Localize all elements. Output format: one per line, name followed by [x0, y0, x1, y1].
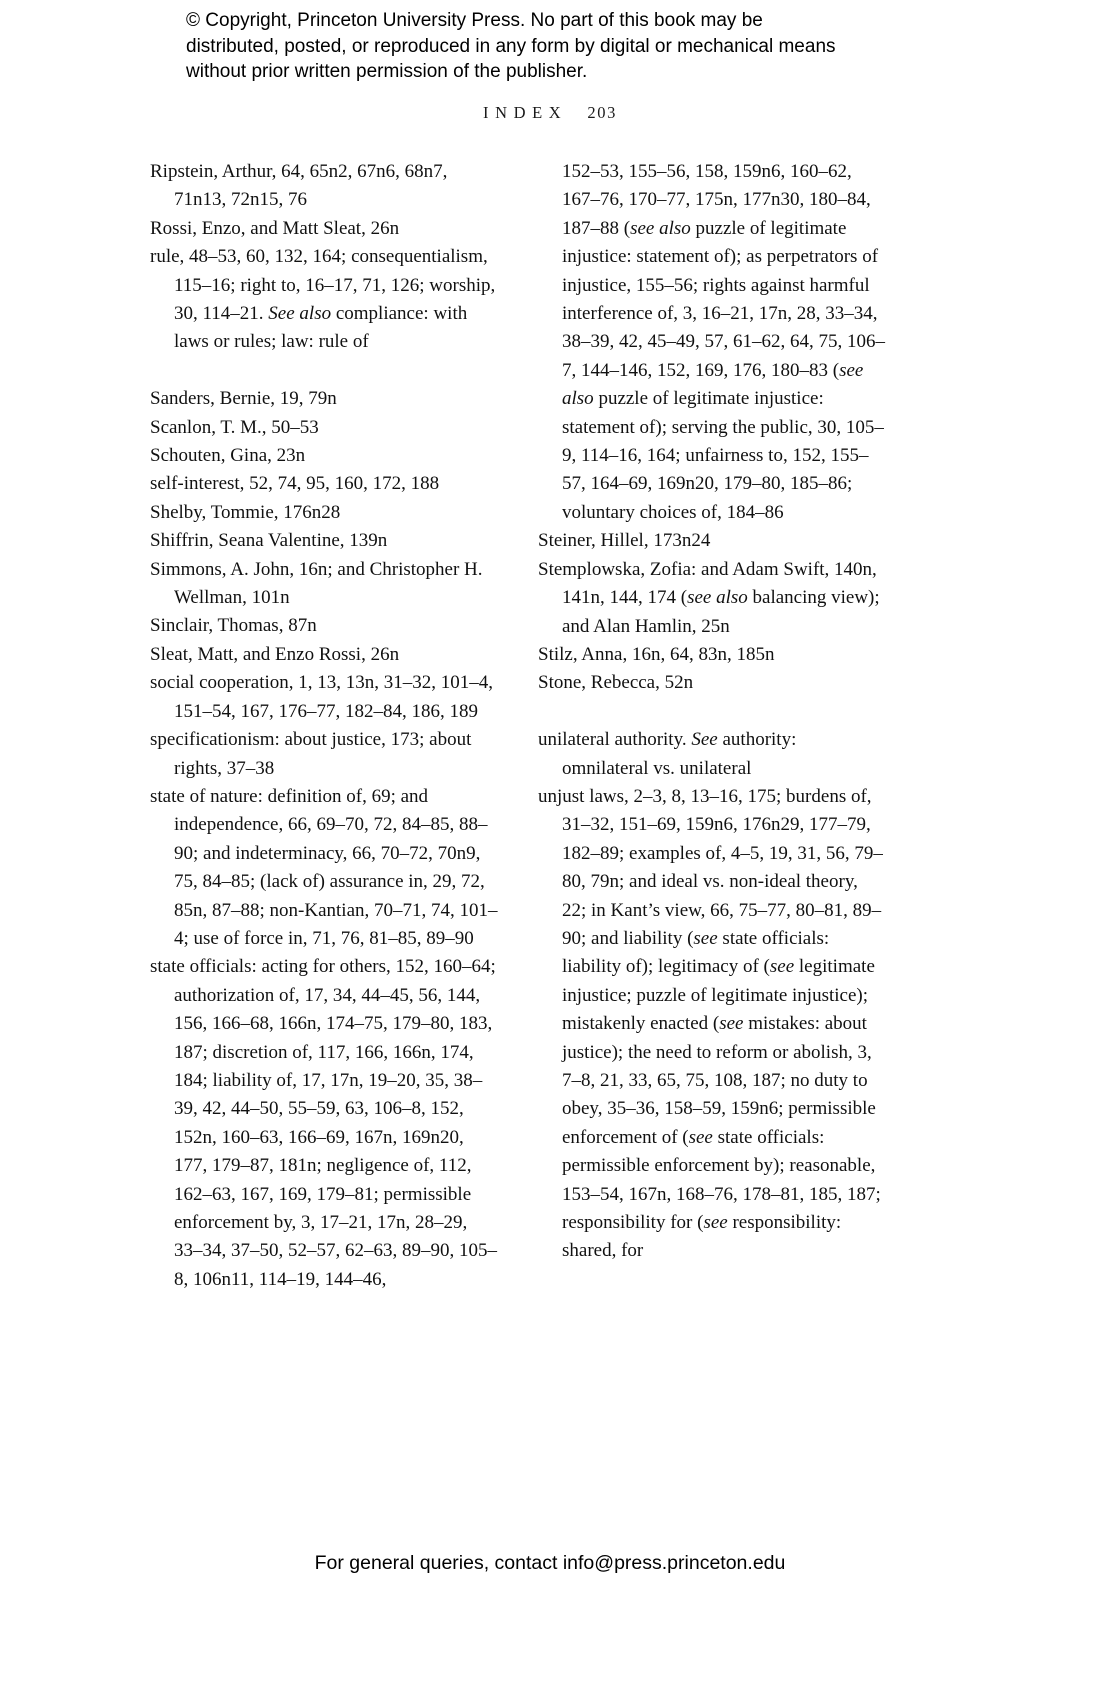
index-entry: specificationism: about justice, 173; about rights, 37–38 [150, 729, 472, 779]
index-entry: Stilz, Anna, 16n, 64, 83n, 185n [538, 643, 775, 665]
index-entry: 152–53, 155–56, 158, 159n6, 160–62, 167–76, 170–77, 175n, 177n30, 180–84, 187–88 (see also puzzle of legitimate injustice: statement of); as perpetrators of injustice, 155–56; rights against harmful interference of, 3, 16–21, 17n, 28, 33–34, 38–39, 42, 45–49, 57, 61–62, 64, 75, 106–7, 144–146, 152, 169, 176, 180–83 (see also puzzle of legitimate injustice: statement of); serving the public, 30, 105–9, 114–16, 164; unfairness to, 152, 155–57, 164–69, 169n20, 179–80, 185–86; voluntary choices of, 184–86 [562, 161, 885, 523]
index-entry: unjust laws, 2–3, 8, 13–16, 175; burdens of, 31–32, 151–69, 159n6, 176n29, 177–79, 182–89; examples of, 4–5, 19, 31, 56, 79–80, 79n; and ideal vs. non-ideal theory, 22; in Kant’s view, 66, 75–77, 80–81, 89–90; and liability (see state officials: liability of); legitimacy of (see legitimate injustice; puzzle of legitimate injustice); mistakenly enacted (see mistakes: about justice); the need to reform or abolish, 3, 7–8, 21, 33, 65, 75, 108, 187; no duty to obey, 35–36, 158–59, 159n6; permissible enforcement of (see state officials: permissible enforcement by); reasonable, 153–54, 167n, 168–76, 178–81, 185, 187; responsibility for (see responsibility: shared, for [538, 785, 883, 1262]
index-entry: Steiner, Hillel, 173n24 [538, 530, 711, 552]
index-entry: Ripstein, Arthur, 64, 65n2, 67n6, 68n7, 71n13, 72n15, 76 [150, 161, 448, 211]
index-entry: unilateral authority. See authority: omnilateral vs. unilateral [538, 729, 797, 779]
index-columns [150, 158, 886, 1294]
index-column-right [538, 158, 886, 1294]
footer-contact: For general queries, contact info@press.princeton.edu [314, 1552, 786, 1574]
index-entry: Sinclair, Thomas, 87n [150, 615, 317, 637]
index-entry: self-interest, 52, 74, 95, 160, 172, 188 [150, 473, 440, 495]
page-header [0, 103, 1100, 123]
index-column-left [150, 158, 498, 1294]
index-entry: Scanlon, T. M., 50–53 [150, 416, 319, 438]
index-entry: Rossi, Enzo, and Matt Sleat, 26n [150, 217, 400, 239]
index-entry: Stone, Rebecca, 52n [538, 672, 694, 694]
index-entry: Shelby, Tommie, 176n28 [150, 501, 341, 523]
copyright-notice: © Copyright, Princeton University Press. No part of this book may be distributed, posted, or reproduced in any form by digital or mechanical means without prior written permission of the publisher. [186, 10, 836, 82]
index-heading: INDEX [482, 103, 568, 122]
index-entry: Simmons, A. John, 16n; and Christopher H. Wellman, 101n [150, 558, 483, 609]
index-entry: state of nature: definition of, 69; and independence, 66, 69–70, 72, 84–85, 88–90; and indeterminacy, 66, 70–72, 70n9, 75, 84–85; (lack of) assurance in, 29, 72, 85n, 87–88; non-Kantian, 70–71, 74, 101–4; use of force in, 71, 76, 81–85, 89–90 [150, 785, 498, 949]
index-entry: Shiffrin, Seana Valentine, 139n [150, 530, 388, 552]
index-entry: state officials: acting for others, 152, 160–64; authorization of, 17, 34, 44–45, 56, 144, 156, 166–68, 166n, 174–75, 179–80, 183, 187; discretion of, 117, 166, 166n, 174, 184; liability of, 17, 17n, 19–20, 35, 38–39, 42, 44–50, 55–59, 63, 106–8, 152, 152n, 160–63, 166–69, 167n, 169n20, 177, 179–87, 181n; negligence of, 112, 162–63, 167, 169, 179–81; permissible enforcement by, 3, 17–21, 17n, 28–29, 33–34, 37–50, 52–57, 62–63, 89–90, 105–8, 106n11, 114–19, 144–46, [150, 956, 497, 1290]
index-entry: social cooperation, 1, 13, 13n, 31–32, 101–4, 151–54, 167, 176–77, 182–84, 186, 189 [150, 672, 494, 722]
index-entry: Sleat, Matt, and Enzo Rossi, 26n [150, 643, 400, 665]
page-number: 203 [587, 103, 618, 122]
index-entry: Schouten, Gina, 23n [150, 445, 306, 467]
index-entry: rule, 48–53, 60, 132, 164; consequentialism, 115–16; right to, 16–17, 71, 126; worship, 30, 114–21. See also compliance: with laws or rules; law: rule of [150, 246, 496, 353]
index-entry: Stemplowska, Zofia: and Adam Swift, 140n, 141n, 144, 174 (see also balancing view); and Alan Hamlin, 25n [538, 558, 880, 637]
index-entry: Sanders, Bernie, 19, 79n [150, 388, 337, 410]
